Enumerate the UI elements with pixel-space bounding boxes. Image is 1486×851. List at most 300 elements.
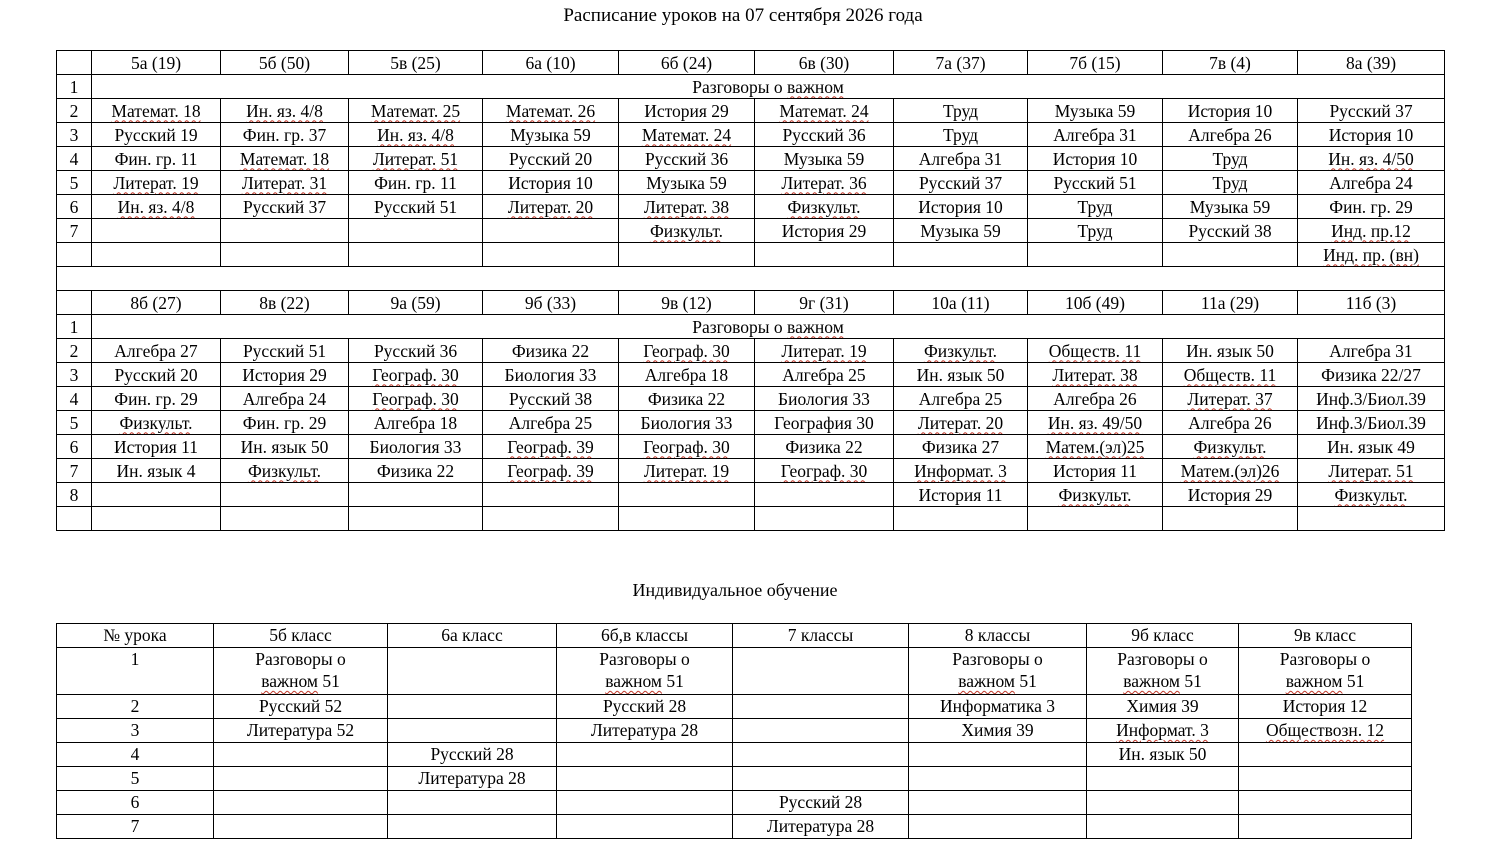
lesson-cell <box>1298 219 1445 243</box>
lesson-cell <box>619 243 755 267</box>
lesson-number <box>57 219 92 243</box>
individual-cell <box>557 815 733 839</box>
lesson-cell <box>755 507 894 531</box>
cell-text: Алгебра 27 <box>114 340 198 361</box>
cell-text: 9в класс <box>1294 625 1356 645</box>
lesson-cell <box>349 171 483 195</box>
lesson-cell <box>1163 243 1298 267</box>
cell-text: Музыка 59 <box>646 172 727 193</box>
lesson-cell <box>221 483 349 507</box>
cell-text: Литерат. 38 <box>643 196 730 217</box>
cell-text: 3 <box>69 364 79 385</box>
cell-text: 3 <box>69 124 79 145</box>
cell-text: Русский 28 <box>430 744 514 764</box>
main-schedule-table <box>56 50 1445 531</box>
cell-text: Разговоры о важном 51 <box>255 649 346 691</box>
lesson-cell <box>894 435 1028 459</box>
lesson-cell <box>619 339 755 363</box>
lesson-cell <box>894 387 1028 411</box>
lesson-cell <box>221 123 349 147</box>
cell-text: 2 <box>130 696 140 716</box>
cell-text: Алгебра 26 <box>1188 124 1272 145</box>
lesson-cell <box>619 411 755 435</box>
cell-text: Алгебра 31 <box>1053 124 1137 145</box>
individual-row <box>57 791 1412 815</box>
merged-lesson-cell <box>92 75 1445 99</box>
cell-text: 4 <box>69 388 79 409</box>
cell-text: Фин. гр. 29 <box>242 412 327 433</box>
lesson-cell <box>1028 411 1163 435</box>
cell-text: Физкульт. <box>649 220 724 241</box>
lesson-cell <box>755 171 894 195</box>
individual-row <box>57 695 1412 719</box>
cell-text: Труд <box>942 124 979 145</box>
cell-text: Русский 38 <box>508 388 593 409</box>
cell-text: Математ. 24 <box>641 124 732 145</box>
cell-text: 6а класс <box>441 625 503 645</box>
lesson-cell <box>1163 99 1298 123</box>
class-header <box>349 291 483 315</box>
cell-text: Русский 19 <box>114 124 198 145</box>
individual-row <box>57 743 1412 767</box>
lesson-cell <box>894 195 1028 219</box>
lesson-cell <box>1028 483 1163 507</box>
cell-text: Ин. язык 4 <box>116 460 196 481</box>
lesson-cell <box>619 459 755 483</box>
lesson-cell <box>349 435 483 459</box>
cell-text: Физика 22 <box>647 388 726 409</box>
individual-cell <box>388 767 557 791</box>
lesson-row <box>57 75 1445 99</box>
cell-text: 5 <box>130 768 140 788</box>
cell-text: Физкульт. <box>247 460 322 481</box>
class-header <box>483 291 619 315</box>
individual-cell <box>557 719 733 743</box>
individual-header <box>1239 624 1412 648</box>
lesson-cell <box>619 363 755 387</box>
cell-text: История 29 <box>781 220 867 241</box>
lesson-row <box>57 171 1445 195</box>
cell-text: Инф.3/Биол.39 <box>1316 388 1426 409</box>
cell-text: Ин. яз. 4/8 <box>246 100 323 121</box>
lesson-row <box>57 411 1445 435</box>
class-header <box>1163 51 1298 75</box>
cell-text: 6 <box>130 792 140 812</box>
cell-text: Математ. 24 <box>779 100 869 121</box>
lesson-cell <box>894 171 1028 195</box>
individual-header <box>1087 624 1239 648</box>
lesson-cell <box>483 147 619 171</box>
lesson-cell <box>92 435 221 459</box>
lesson-cell <box>92 483 221 507</box>
cell-text: Обществ. 11 <box>1183 364 1277 385</box>
cell-text: История 10 <box>508 172 593 193</box>
individual-cell <box>733 719 909 743</box>
cell-text: Физика 22 <box>511 340 590 361</box>
individual-cell <box>214 767 388 791</box>
cell-text: Физкульт. <box>119 412 193 433</box>
cell-text: 7 <box>69 460 79 481</box>
cell-text: История 11 <box>114 436 198 457</box>
cell-text: Русский 20 <box>114 364 198 385</box>
individual-cell <box>1087 767 1239 791</box>
individual-cell <box>909 695 1087 719</box>
cell-text: 6а (10) <box>525 52 576 73</box>
lesson-number <box>57 387 92 411</box>
lesson-cell <box>1298 363 1445 387</box>
cell-text: 6 <box>69 436 79 457</box>
cell-text: Алгебра 31 <box>918 148 1003 169</box>
cell-text: Обществ. 11 <box>1048 340 1142 361</box>
lesson-cell <box>221 459 349 483</box>
lesson-cell <box>92 507 221 531</box>
class-header <box>1028 51 1163 75</box>
cell-text: Русский 20 <box>508 148 593 169</box>
lesson-row <box>57 195 1445 219</box>
lesson-cell <box>92 123 221 147</box>
cell-text: Литерат. 20 <box>917 412 1004 433</box>
lesson-cell <box>483 435 619 459</box>
individual-cell <box>557 767 733 791</box>
cell-text: Инд. пр.12 <box>1331 220 1411 241</box>
cell-text: Труд <box>1212 172 1248 193</box>
cell-text: Русский 38 <box>1188 220 1272 241</box>
individual-cell <box>733 743 909 767</box>
lesson-cell <box>1028 435 1163 459</box>
lesson-cell <box>221 147 349 171</box>
cell-text: Фин. гр. 37 <box>242 124 327 145</box>
cell-text: Географ. 39 <box>507 436 594 457</box>
cell-text: Ин. яз. 49/50 <box>1047 412 1143 433</box>
individual-cell <box>733 648 909 695</box>
cell-text: Инф.3/Биол.39 <box>1316 412 1426 433</box>
cell-text: Литерат. 19 <box>781 340 867 361</box>
class-header <box>349 51 483 75</box>
individual-cell <box>909 743 1087 767</box>
lesson-cell <box>1163 387 1298 411</box>
cell-text: Русский 51 <box>1053 172 1137 193</box>
lesson-cell <box>483 339 619 363</box>
cell-text: Алгебра 25 <box>782 364 866 385</box>
cell-text: Географ. 39 <box>507 460 594 481</box>
individual-cell <box>557 695 733 719</box>
cell-text: Математ. 25 <box>370 100 461 121</box>
cell-text: 9б класс <box>1131 625 1194 645</box>
cell-text: Ин. язык 49 <box>1327 436 1415 457</box>
individual-cell <box>214 719 388 743</box>
lesson-number <box>57 195 92 219</box>
cell-text: История 29 <box>242 364 327 385</box>
individual-row <box>57 719 1412 743</box>
cell-text: Алгебра 24 <box>1329 172 1413 193</box>
cell-text: Труд <box>942 100 979 121</box>
lesson-cell <box>1163 435 1298 459</box>
lesson-number <box>57 123 92 147</box>
individual-cell <box>733 767 909 791</box>
individual-header <box>557 624 733 648</box>
lesson-cell <box>894 147 1028 171</box>
cell-text: Разговоры о важном 51 <box>952 649 1043 691</box>
cell-text: Разговоры о важном <box>692 76 844 97</box>
lesson-number <box>57 435 92 459</box>
cell-text: Матем.(эл)26 <box>1180 460 1280 481</box>
lesson-cell <box>619 507 755 531</box>
lesson-cell <box>92 195 221 219</box>
lesson-cell <box>483 507 619 531</box>
cell-text: 8 <box>69 484 79 505</box>
lesson-cell <box>1298 243 1445 267</box>
lesson-cell <box>755 123 894 147</box>
cell-text: Русский 28 <box>778 792 863 812</box>
lesson-cell <box>1028 363 1163 387</box>
lesson-number <box>57 147 92 171</box>
lesson-cell <box>755 243 894 267</box>
cell-text: Литература 52 <box>246 720 355 740</box>
lesson-row <box>57 459 1445 483</box>
lesson-cell <box>483 483 619 507</box>
cell-text: Литерат. 20 <box>507 196 594 217</box>
lesson-cell <box>1028 195 1163 219</box>
class-header <box>1163 291 1298 315</box>
individual-cell <box>1239 815 1412 839</box>
lesson-row <box>57 339 1445 363</box>
underlined-word: важном <box>1285 671 1343 691</box>
cell-text: Русский 36 <box>373 340 458 361</box>
lesson-cell <box>619 171 755 195</box>
underlined-word: важном <box>1123 671 1180 691</box>
cell-text: Русский 51 <box>373 196 458 217</box>
cell-text: 11б (3) <box>1345 292 1397 313</box>
lesson-cell <box>894 507 1028 531</box>
individual-cell <box>1239 791 1412 815</box>
cell-text: 6б (24) <box>660 52 713 73</box>
cell-text: Инд. пр. (вн) <box>1323 244 1419 265</box>
individual-cell <box>557 791 733 815</box>
lesson-cell <box>1028 147 1163 171</box>
cell-text: Русский 36 <box>782 124 866 145</box>
cell-text: Алгебра 18 <box>644 364 729 385</box>
lesson-cell <box>1028 459 1163 483</box>
lesson-cell <box>483 219 619 243</box>
lesson-number <box>57 339 92 363</box>
lesson-row <box>57 315 1445 339</box>
cell-text: Математ. 18 <box>111 100 201 121</box>
lesson-row <box>57 507 1445 531</box>
individual-header <box>57 624 214 648</box>
cell-text: 1 <box>69 76 79 97</box>
class-header <box>619 51 755 75</box>
lesson-cell <box>1298 483 1445 507</box>
individual-cell <box>1087 719 1239 743</box>
lesson-cell <box>221 219 349 243</box>
cell-text: Ин. язык 50 <box>240 436 329 457</box>
cell-text: 7 <box>69 220 79 241</box>
lesson-cell <box>755 411 894 435</box>
individual-header <box>909 624 1087 648</box>
lesson-cell <box>1298 147 1445 171</box>
cell-text: Литерат. 38 <box>1052 364 1138 385</box>
lesson-cell <box>483 123 619 147</box>
individual-cell <box>388 719 557 743</box>
lesson-cell <box>1298 435 1445 459</box>
lesson-cell <box>1163 483 1298 507</box>
underlined-word: важном <box>958 671 1015 691</box>
spacer-row <box>57 267 1445 291</box>
cell-text: Ин. яз. 4/8 <box>117 196 195 217</box>
lesson-cell <box>92 243 221 267</box>
cell-text: Биология 33 <box>778 388 870 409</box>
lesson-row <box>57 123 1445 147</box>
lesson-cell <box>1028 123 1163 147</box>
lesson-cell <box>1163 147 1298 171</box>
lesson-cell <box>221 507 349 531</box>
cell-text: 5а (19) <box>130 52 182 73</box>
cell-text: Русский 51 <box>242 340 327 361</box>
lesson-row <box>57 243 1445 267</box>
cell-text: История 12 <box>1282 696 1368 716</box>
cell-text: 8а (39) <box>1345 52 1397 73</box>
cell-text: 4 <box>130 744 140 764</box>
lesson-cell <box>483 195 619 219</box>
cell-text: 1 <box>130 649 140 669</box>
lesson-cell <box>349 459 483 483</box>
class-header <box>1298 51 1445 75</box>
lesson-cell <box>1298 411 1445 435</box>
cell-text: Географ. 30 <box>643 340 730 361</box>
lesson-number <box>57 243 92 267</box>
cell-text: Ин. яз. 4/50 <box>1328 148 1414 169</box>
lesson-cell <box>755 387 894 411</box>
lesson-cell <box>92 147 221 171</box>
lesson-cell <box>92 171 221 195</box>
cell-text: 10б (49) <box>1065 292 1125 313</box>
cell-text: Фин. гр. 11 <box>114 148 198 169</box>
individual-title: Индивидуальное обучение <box>632 580 838 600</box>
lesson-number <box>57 743 214 767</box>
cell-text: Физика 22 <box>376 460 455 481</box>
cell-text: Алгебра 18 <box>373 412 458 433</box>
cell-text: История 10 <box>1187 100 1273 121</box>
cell-text: Фин. гр. 29 <box>114 388 198 409</box>
lesson-cell <box>1298 171 1445 195</box>
lesson-cell <box>221 171 349 195</box>
cell-text: Химия 39 <box>1126 696 1199 716</box>
cell-text: Литерат. 51 <box>1328 460 1414 481</box>
lesson-cell <box>92 339 221 363</box>
lesson-cell <box>221 411 349 435</box>
individual-cell <box>388 815 557 839</box>
cell-text: Русский 37 <box>1329 100 1413 121</box>
lesson-cell <box>349 123 483 147</box>
lesson-cell <box>349 363 483 387</box>
lesson-cell <box>1028 387 1163 411</box>
cell-text: Физкульт. <box>923 340 998 361</box>
lesson-cell <box>755 219 894 243</box>
cell-text: Разговоры о важном 51 <box>1279 649 1371 691</box>
lesson-cell <box>755 483 894 507</box>
class-header <box>894 51 1028 75</box>
cell-text: 2 <box>69 340 79 361</box>
lesson-cell <box>92 363 221 387</box>
lesson-row <box>57 219 1445 243</box>
lesson-cell <box>1028 171 1163 195</box>
class-header <box>1298 291 1445 315</box>
cell-text: 3 <box>130 720 140 740</box>
individual-cell <box>733 791 909 815</box>
cell-text: 5в (25) <box>390 52 441 73</box>
lesson-cell <box>92 387 221 411</box>
cell-text: 9в (12) <box>661 292 712 313</box>
lesson-cell <box>1163 411 1298 435</box>
lesson-cell <box>1163 339 1298 363</box>
cell-text: 7б (15) <box>1069 52 1121 73</box>
cell-text: Математ. 18 <box>239 148 330 169</box>
lesson-cell <box>894 411 1028 435</box>
cell-text: 1 <box>69 316 79 337</box>
lesson-cell <box>894 363 1028 387</box>
cell-text: Музыка 59 <box>1189 196 1271 217</box>
lesson-cell <box>894 243 1028 267</box>
individual-row <box>57 767 1412 791</box>
lesson-cell <box>349 507 483 531</box>
lesson-cell <box>349 387 483 411</box>
lesson-cell <box>755 459 894 483</box>
class-header <box>1028 291 1163 315</box>
lesson-number <box>57 315 92 339</box>
cell-text: 10а (11) <box>931 292 990 313</box>
cell-text: Физкульт. <box>1058 484 1132 505</box>
cell-text: Разговоры о важном <box>692 316 844 337</box>
cell-text: 6б,в классы <box>601 625 688 645</box>
cell-text: История 10 <box>1052 148 1138 169</box>
class-header <box>92 291 221 315</box>
lesson-row <box>57 435 1445 459</box>
lesson-cell <box>1163 459 1298 483</box>
lesson-cell <box>483 171 619 195</box>
cell-text: Биология 33 <box>369 436 462 457</box>
cell-text: Алгебра 25 <box>508 412 593 433</box>
lesson-cell <box>1298 123 1445 147</box>
lesson-cell <box>1163 171 1298 195</box>
lesson-row <box>57 99 1445 123</box>
cell-text: Ин. яз. 4/8 <box>377 124 454 145</box>
cell-text: Литерат. 37 <box>1187 388 1273 409</box>
individual-cell <box>909 648 1087 695</box>
cell-text: Алгебра 31 <box>1329 340 1413 361</box>
cell-text: 5 <box>69 412 79 433</box>
class-header <box>221 291 349 315</box>
lesson-cell <box>349 219 483 243</box>
individual-cell <box>1087 695 1239 719</box>
class-header <box>755 291 894 315</box>
lesson-cell <box>221 363 349 387</box>
individual-cell <box>1239 767 1412 791</box>
lesson-cell <box>894 99 1028 123</box>
class-header <box>755 51 894 75</box>
cell-text: Физкульт. <box>1334 484 1408 505</box>
individual-cell <box>557 743 733 767</box>
lesson-cell <box>349 339 483 363</box>
lesson-cell <box>619 99 755 123</box>
cell-text: Математ. 26 <box>505 100 596 121</box>
lesson-cell <box>755 195 894 219</box>
lesson-row <box>57 147 1445 171</box>
lesson-cell <box>755 147 894 171</box>
cell-text: История 29 <box>644 100 729 121</box>
corner-cell <box>57 51 92 75</box>
lesson-cell <box>1298 339 1445 363</box>
spacer-cell <box>57 267 1445 291</box>
